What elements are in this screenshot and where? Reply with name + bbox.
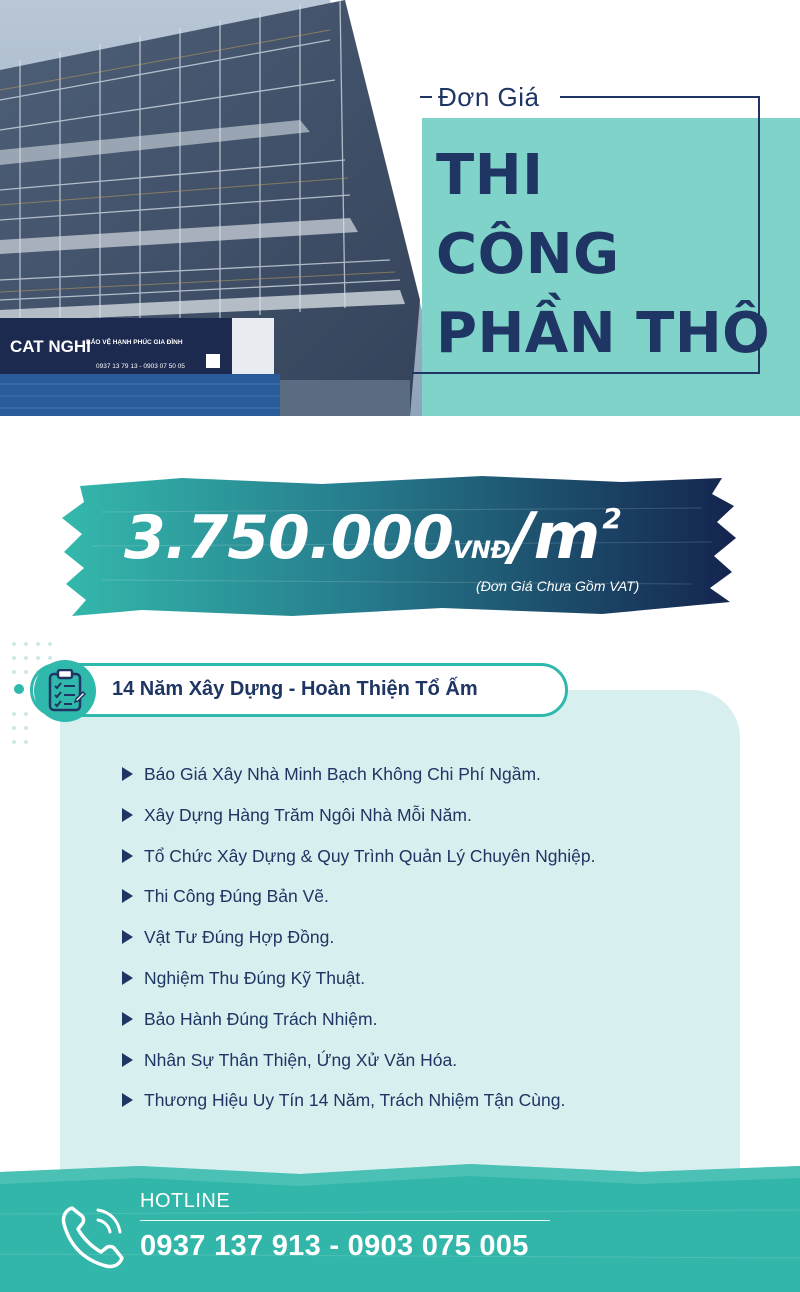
hero-title-line: THI xyxy=(436,143,544,208)
list-item-text: Tổ Chức Xây Dựng & Quy Trình Quản Lý Chuyên Nghiệp. xyxy=(144,845,596,866)
sign-logo: CAT NGHI xyxy=(10,337,91,356)
list-item xyxy=(120,844,595,885)
frame-line xyxy=(420,96,432,98)
list-item-text: Xây Dựng Hàng Trăm Ngôi Nhà Mỗi Năm. xyxy=(144,804,472,825)
bullet-triangle-icon xyxy=(122,767,133,781)
hero-title-line: PHẦN THÔ xyxy=(436,301,771,366)
header-dot xyxy=(14,684,24,694)
list-item xyxy=(120,762,595,803)
bullet-triangle-icon xyxy=(122,808,133,822)
list-item-text: Nghiệm Thu Đúng Kỹ Thuật. xyxy=(144,967,366,988)
bullet-triangle-icon xyxy=(122,889,133,903)
hotline-label: HOTLINE xyxy=(140,1190,231,1212)
sign-slogan: BẢO VỆ HẠNH PHÚC GIA ĐÌNH xyxy=(86,339,183,346)
price-currency: VNĐ xyxy=(452,536,511,564)
hotline-numbers[interactable]: 0937 137 913 - 0903 075 005 xyxy=(140,1230,529,1262)
features-list xyxy=(120,762,595,1129)
list-item xyxy=(120,1007,595,1048)
hero-subtitle: Đơn Giá xyxy=(438,82,540,112)
list-item-text: Nhân Sự Thân Thiện, Ứng Xử Văn Hóa. xyxy=(144,1049,458,1070)
list-item xyxy=(120,966,595,1007)
hero-title-line: CÔNG xyxy=(436,222,620,287)
hotline-divider xyxy=(140,1220,550,1221)
bullet-triangle-icon xyxy=(122,849,133,863)
list-item xyxy=(120,884,595,925)
list-item xyxy=(120,1088,595,1129)
list-item-text: Bảo Hành Đúng Trách Nhiệm. xyxy=(144,1008,378,1029)
hero-title xyxy=(436,136,770,373)
list-item-text: Thi Công Đúng Bản Vẽ. xyxy=(144,886,329,907)
price-amount: 3.750.000 xyxy=(124,503,453,573)
list-item-text: Thương Hiệu Uy Tín 14 Năm, Trách Nhiệm Tận Cùng. xyxy=(144,1090,566,1111)
clipboard-checklist-icon xyxy=(46,669,86,713)
list-item-text: Báo Giá Xây Nhà Minh Bạch Không Chi Phí Ngầm. xyxy=(144,764,541,784)
price-unit: m xyxy=(533,500,601,574)
list-item-text: Vật Tư Đúng Hợp Đồng. xyxy=(144,927,335,948)
sign-phones: 0937 13 79 13 - 0903 07 50 05 xyxy=(96,363,185,370)
price-note: (Đơn Giá Chưa Gồm VAT) xyxy=(476,578,640,594)
frame-line xyxy=(560,96,760,98)
construction-photo xyxy=(0,0,422,416)
list-item xyxy=(120,1048,595,1089)
hero-section xyxy=(0,0,800,416)
bullet-triangle-icon xyxy=(122,1093,133,1107)
list-item xyxy=(120,803,595,844)
features-title: 14 Năm Xây Dựng - Hoàn Thiện Tổ Ấm xyxy=(112,678,478,700)
price-slash: / xyxy=(510,500,534,574)
bullet-triangle-icon xyxy=(122,930,133,944)
bullet-triangle-icon xyxy=(122,1053,133,1067)
bullet-triangle-icon xyxy=(122,1012,133,1026)
price-value xyxy=(124,500,684,580)
bullet-triangle-icon xyxy=(122,971,133,985)
phone-icon xyxy=(54,1196,134,1276)
list-item xyxy=(120,925,595,966)
price-superscript: 2 xyxy=(602,502,622,535)
